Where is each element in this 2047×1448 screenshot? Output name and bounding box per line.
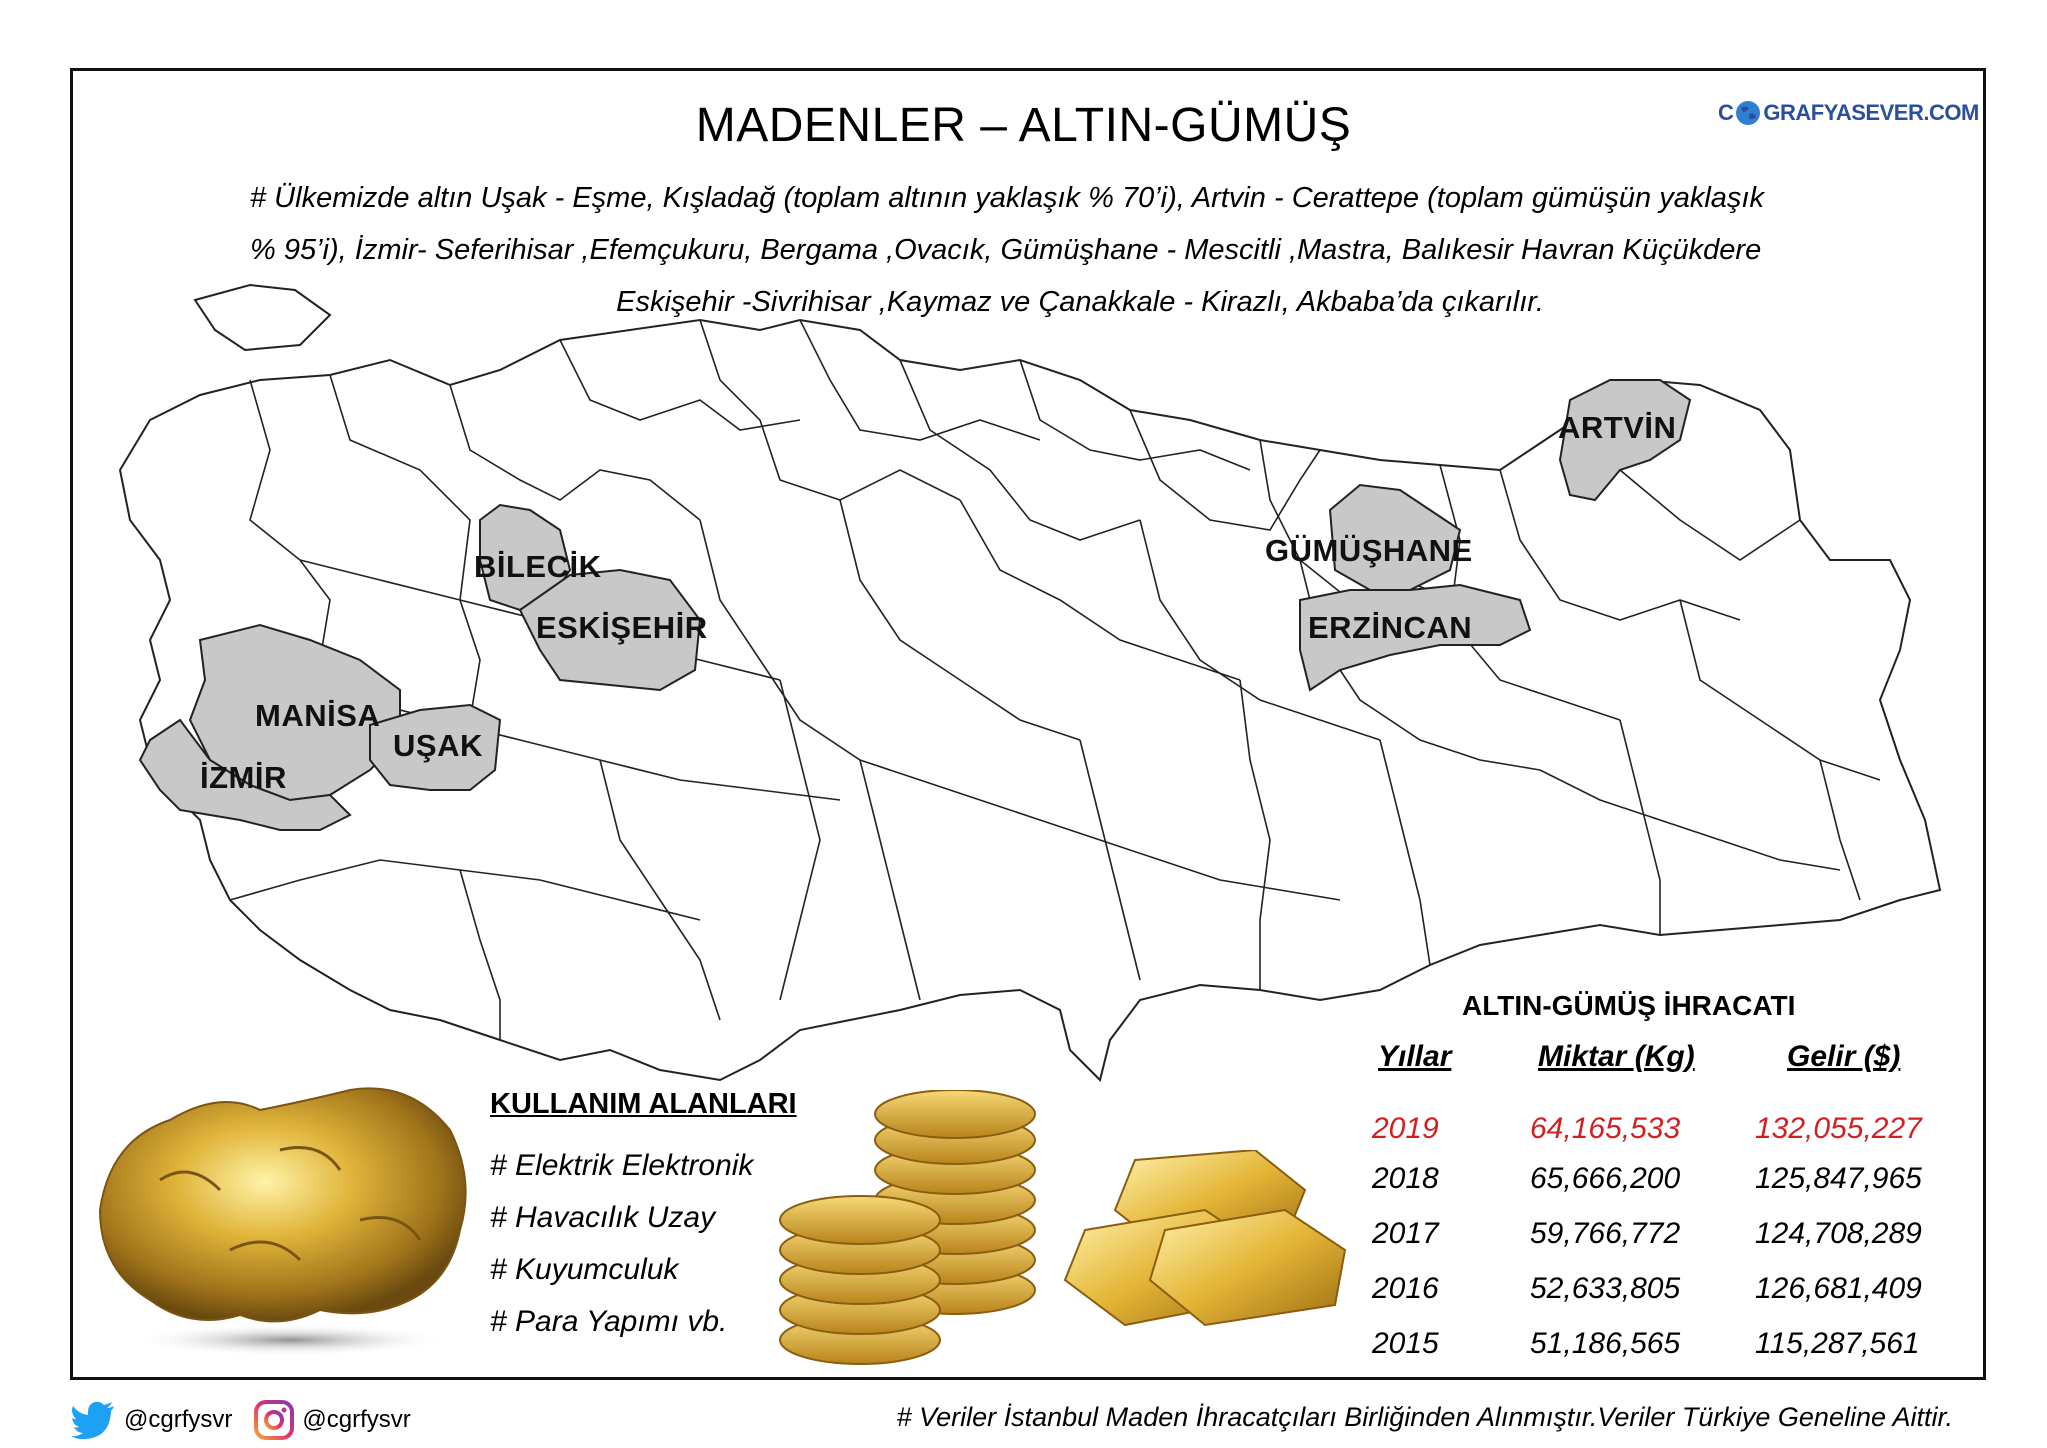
- cell-year: 2016: [1372, 1272, 1439, 1305]
- label-bilecik: BİLECİK: [474, 549, 602, 584]
- label-eskisehir: ESKİŞEHİR: [536, 610, 708, 645]
- label-artvin: ARTVİN: [1558, 410, 1677, 445]
- twitter-icon[interactable]: [70, 1401, 116, 1439]
- usage-item: # Para Yapımı vb.: [490, 1305, 728, 1338]
- instagram-icon[interactable]: [254, 1400, 294, 1440]
- export-table-title: ALTIN-GÜMÜŞ İHRACATI: [1462, 990, 1796, 1021]
- cell-year: 2019: [1372, 1112, 1439, 1145]
- instagram-handle[interactable]: @cgrfysvr: [302, 1406, 411, 1433]
- twitter-handle[interactable]: @cgrfysvr: [124, 1406, 233, 1433]
- label-usak: UŞAK: [393, 728, 483, 763]
- usage-item: # Kuyumculuk: [490, 1253, 679, 1286]
- cell-revenue: 124,708,289: [1755, 1217, 1922, 1250]
- col-header-revenue: Gelir ($): [1787, 1040, 1901, 1073]
- col-header-amount: Miktar (Kg): [1538, 1040, 1695, 1073]
- site-logo[interactable]: C GRAFYASEVER.COM: [1718, 100, 1979, 125]
- cell-amount: 52,633,805: [1530, 1272, 1681, 1305]
- cell-revenue: 132,055,227: [1755, 1112, 1922, 1145]
- cell-revenue: 126,681,409: [1755, 1272, 1922, 1305]
- usage-item: # Elektrik Elektronik: [490, 1149, 754, 1182]
- social-links: [70, 1400, 433, 1440]
- gold-bars-image: [1055, 1150, 1355, 1350]
- label-manisa: MANİSA: [255, 698, 381, 733]
- gold-nugget-image: [80, 1060, 480, 1360]
- cell-revenue: 115,287,561: [1755, 1327, 1920, 1360]
- usage-list: [490, 1140, 753, 1348]
- col-header-years: Yıllar: [1378, 1040, 1452, 1073]
- cell-year: 2017: [1372, 1217, 1439, 1250]
- cell-revenue: 125,847,965: [1755, 1162, 1922, 1195]
- intro-line-3: Eskişehir -Sivrihisar ,Kaymaz ve Çanakkale - Kirazlı, Akbaba’da çıkarılır.: [616, 286, 1544, 318]
- gold-coins-image: [775, 1090, 1055, 1370]
- usage-title: KULLANIM ALANLARI: [490, 1088, 797, 1120]
- label-izmir: İZMİR: [200, 760, 287, 795]
- source-note: # Veriler İstanbul Maden İhracatçıları Birliğinden Alınmıştır.Veriler Türkiye Geneline Aittir.: [896, 1402, 1953, 1432]
- page-title: MADENLER – ALTIN-GÜMÜŞ: [695, 99, 1352, 152]
- intro-line-1: # Ülkemizde altın Uşak - Eşme, Kışladağ (toplam altının yaklaşık % 70’i), Artvin - Cerattepe (toplam gümüşün yaklaşık: [250, 182, 1764, 214]
- cell-amount: 64,165,533: [1530, 1112, 1681, 1145]
- cell-amount: 59,766,772: [1530, 1217, 1681, 1250]
- usage-item: # Havacılık Uzay: [490, 1201, 716, 1234]
- cell-amount: 65,666,200: [1530, 1162, 1681, 1195]
- cell-amount: 51,186,565: [1530, 1327, 1681, 1360]
- cell-year: 2015: [1372, 1327, 1439, 1360]
- label-erzincan: ERZİNCAN: [1308, 610, 1473, 645]
- intro-line-2: % 95’i), İzmir- Seferihisar ,Efemçukuru, Bergama ,Ovacık, Gümüşhane - Mescitli ,Mastra, Balıkesir Havran Küçükdere: [250, 234, 1762, 266]
- cell-year: 2018: [1372, 1162, 1439, 1195]
- label-gumushane: GÜMÜŞHANE: [1265, 533, 1473, 568]
